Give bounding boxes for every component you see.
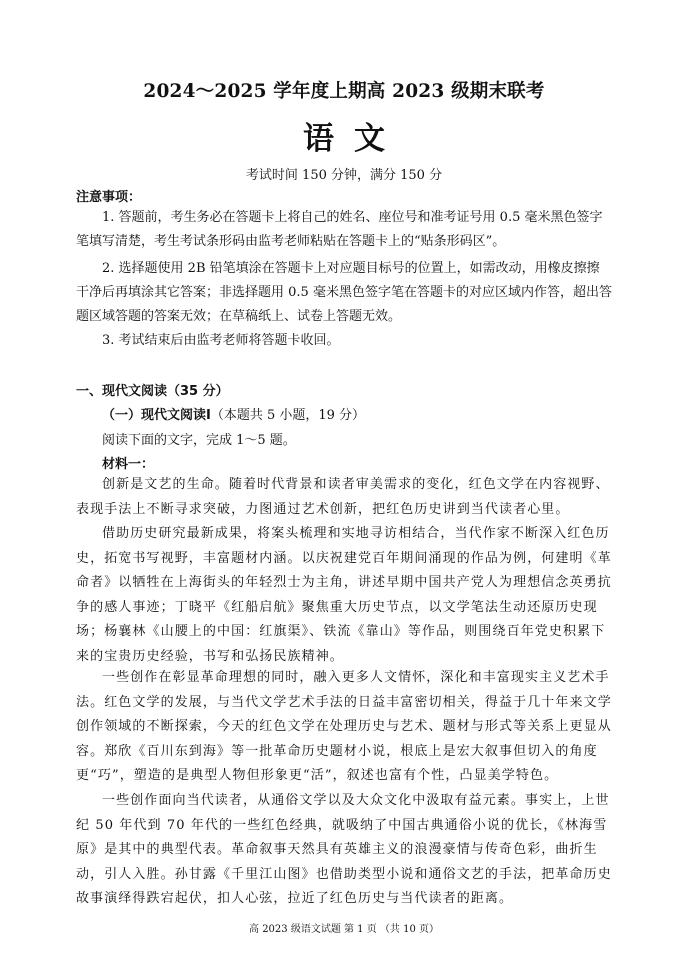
reading-instruction: 阅读下面的文字，完成 1～5 题。 [102, 433, 296, 448]
subject-title: 语文 [303, 121, 405, 157]
material-paragraph-2: 借助历史研究最新成果，将案头梳理和实地寻访相结合，当代作家不断深入红色历史，拓宽书写视野，丰富题材内涵。以庆祝建党百年期间涌现的作品为例，何建明《革命者》以牺牲在上海街头的年轻烈士为主角，讲述早期中国共产党人为理想信念英勇抗争的感人事迹；丁晓平《红船启航》聚焦重大历史节点，以文学笔法生动还原历史现场；杨襄林《山腰上的中国：红旗渠》、铁流《靠山》等作品，则围绕百年党史积累下来的宝贵历史经验，书写和弘扬民族精神。 [76, 526, 612, 664]
section-heading: 一、现代文阅读（35 分） [76, 384, 229, 399]
page-footer: 高 2023 级语文试题 第 1 页 （共 10 页） [249, 924, 439, 935]
exam-info: 考试时间 150 分钟，满分 150 分 [245, 168, 443, 183]
notice-item-1: 1. 答题前，考生务必在答题卡上将自己的姓名、座位号和准考证号用 0.5 毫米黑色签字笔填写清楚，考生考试条形码由监考老师粘贴在答题卡上的“贴条形码区”。 [76, 210, 603, 249]
notice-item-2: 2. 选择题使用 2B 铅笔填涂在答题卡上对应题目标号的位置上，如需改动，用橡皮擦擦干净后再填涂其它答案；非选择题用 0.5 毫米黑色签字笔在答题卡的对应区域内作答，超出答题区域答题的答案无效；在草稿纸上、试卷上答题无效。 [76, 261, 612, 324]
sub-section-note: （本题共 5 小题，19 分） [210, 408, 366, 423]
exam-title: 2024～2025 学年度上期高 2023 级期末联考 [143, 81, 545, 102]
sub-section-heading [102, 404, 365, 423]
material-label: 材料一： [102, 457, 155, 472]
material-paragraph-1: 创新是文艺的生命。随着时代背景和读者审美需求的变化，红色文学在内容视野、表现手法上不断寻求突破，力图通过艺术创新，把红色历史讲到当代读者心里。 [76, 477, 610, 517]
sub-section-label: （一）现代文阅读Ⅰ [102, 408, 211, 423]
material-paragraph-4: 一些创作面向当代读者，从通俗文学以及大众文化中汲取有益元素。事实上，上世纪 50 年代到 70 年代的一些红色经典，就吸纳了中国古典通俗小说的优长，《林海雪原》是其中的典型代表。革命叙事天然具有英雄主义的浪漫豪情与传奇色彩，曲折生动，引人入胜。孙甘露《千里江山图》也借助类型小说和通俗文艺的手法，把革命历史故事演绎得跌宕起伏，扣人心弦，拉近了红色历史与当代读者的距离。 [76, 793, 612, 906]
notice-title: 注意事项： [76, 190, 142, 205]
material-paragraph-3: 一些创作在彰显革命理想的同时，融入更多人文情怀，深化和丰富现实主义艺术手法。红色文学的发展，与当代文学艺术手法的日益丰富密切相关，得益于几十年来文学创作领域的不断探索，今天的红色文学在处理历史与艺术、题材与形式等关系上更显从容。郑欣《百川东到海》等一批革命历史题材小说，根底上是宏大叙事但切入的角度更“巧”，塑造的是典型人物但形象更“活”，叙述也富有个性，凸显美学特色。 [76, 670, 612, 783]
notice-item-3: 3. 考试结束后由监考老师将答题卡收回。 [102, 333, 340, 348]
